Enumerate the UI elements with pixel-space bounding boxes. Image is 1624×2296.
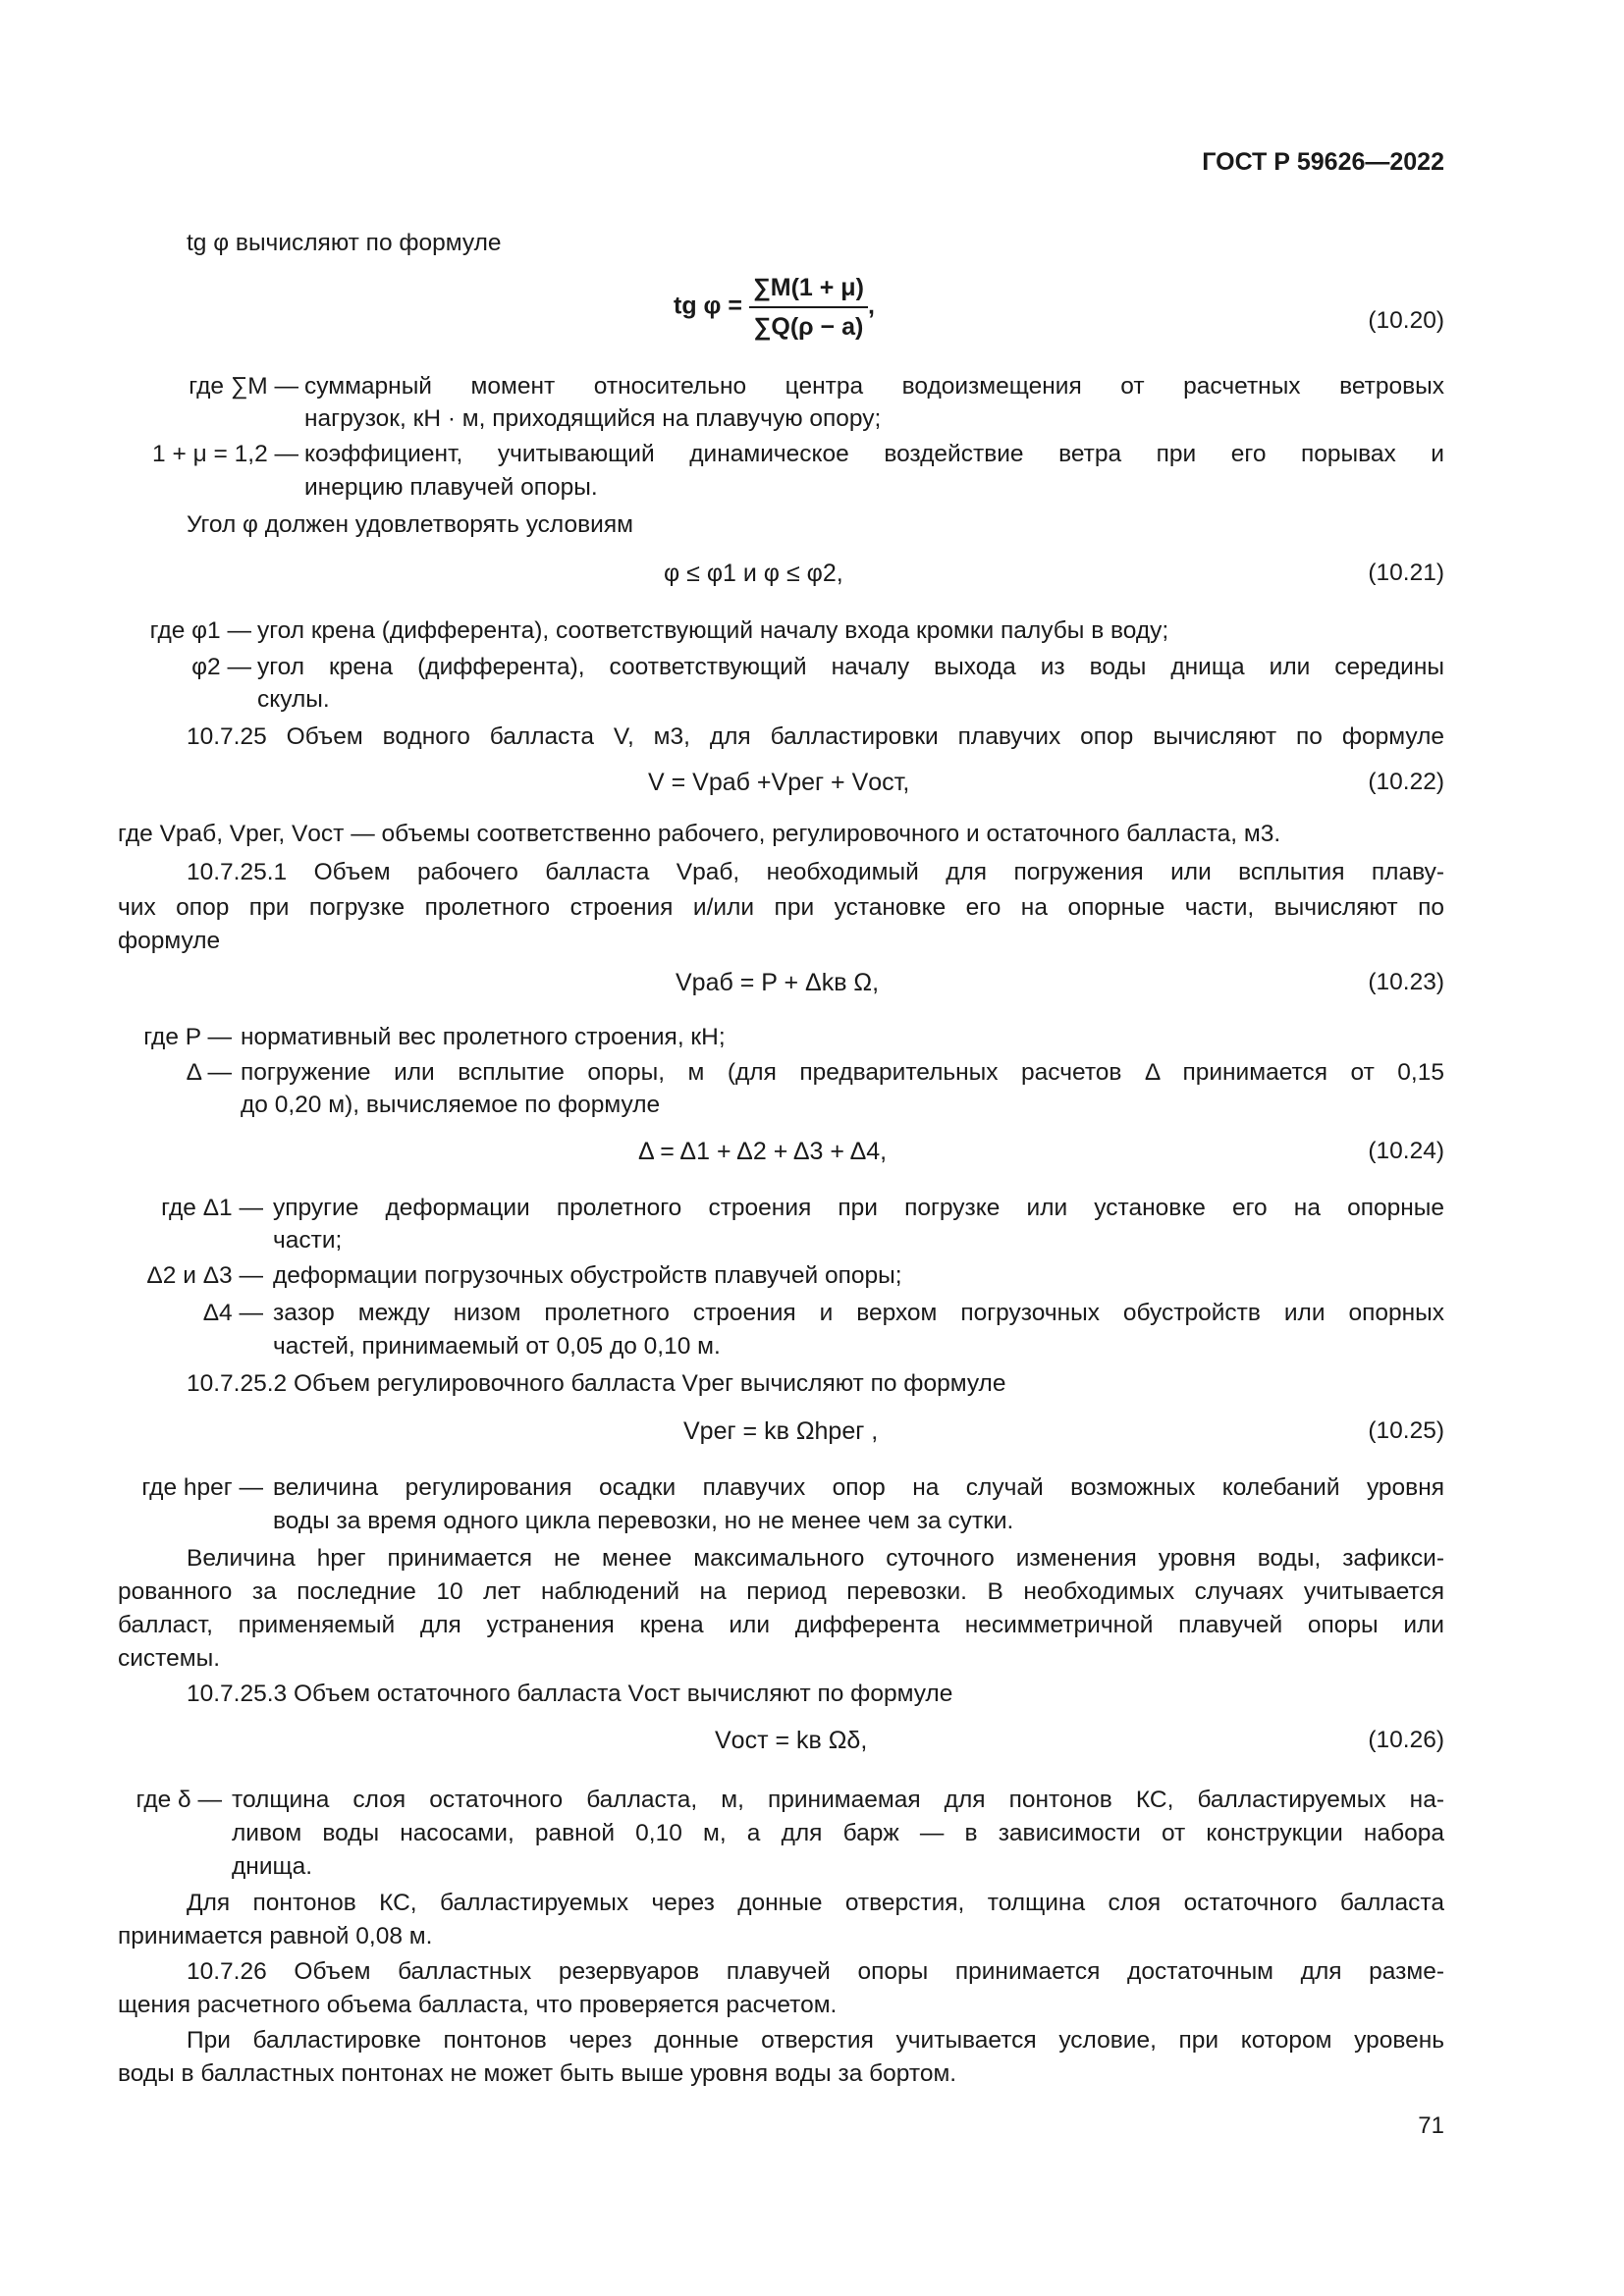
clause-10-7-26-line-2: щения расчетного объема балласта, что проверяется расчетом. — [118, 1992, 838, 2018]
ks-pontoon-paragraph-line-1: Для понтонов КС, балластируемых через донные отверстия, толщина слоя остаточного балласта — [187, 1890, 1444, 1916]
where-h-reg-text-1: величина регулирования осадки плавучих опор на случай возможных колебаний уровня — [273, 1474, 1444, 1501]
clause-10-7-25-2: 10.7.25.2 Объем регулировочного балласта Vрег вычисляют по формуле — [187, 1370, 1006, 1397]
formula-10-20-fraction — [749, 271, 868, 344]
equation-number-10-22: (10.22) — [1368, 769, 1444, 795]
where-delta-small-text-2: ливом воды насосами, равной 0,10 м, а для барж — в зависимости от конструкции набора — [232, 1820, 1444, 1846]
where-delta4-text-1: зазор между низом пролетного строения и верхом погрузочных обустройств или опорных — [273, 1300, 1444, 1326]
page-number: 71 — [1418, 2112, 1444, 2139]
where-delta1-text-2: части; — [273, 1227, 343, 1254]
h-reg-paragraph-line-2: рованного за последние 10 лет наблюдений на период перевозки. В необходимых случаях учитывается — [118, 1578, 1444, 1605]
where-phi2-text-2: скулы. — [257, 686, 330, 713]
where-label-delta: Δ — — [186, 1059, 232, 1086]
where-label-delta4: Δ4 — — [202, 1300, 263, 1326]
intro-tg-phi: tg φ вычисляют по формуле — [187, 230, 502, 256]
where-mu-text-1: коэффициент, учитывающий динамическое воздействие ветра при его порывах и — [304, 441, 1444, 467]
clause-10-7-26-line-1: 10.7.26 Объем балластных резервуаров плавучей опоры принимается достаточным для разме- — [187, 1958, 1444, 1985]
formula-10-20-lhs: tg φ = — [674, 292, 742, 320]
where-sum-m-text-1: суммарный момент относительно центра водоизмещения от расчетных ветровых — [304, 373, 1444, 400]
angle-condition-text: Угол φ должен удовлетворять условиям — [187, 511, 633, 538]
formula-10-25: Vрег = kв Ωhрег , — [683, 1417, 879, 1445]
where-delta-text-2: до 0,20 м), вычисляемое по формуле — [241, 1092, 661, 1118]
equation-number-10-25: (10.25) — [1368, 1417, 1444, 1444]
formula-10-21: φ ≤ φ1 и φ ≤ φ2, — [664, 560, 843, 587]
h-reg-paragraph-line-4: системы. — [118, 1645, 221, 1672]
h-reg-paragraph-line-3: балласт, применяемый для устранения крена или дифферента несимметричной плавучей опоры или — [118, 1612, 1444, 1638]
formula-10-26: Vост = kв Ωδ, — [715, 1727, 868, 1754]
equation-number-10-21: (10.21) — [1368, 560, 1444, 586]
where-label-delta1: где Δ1 — — [161, 1195, 263, 1221]
equation-number-10-26: (10.26) — [1368, 1727, 1444, 1753]
where-label-h-reg: где hрег — — [141, 1474, 263, 1501]
formula-10-20: tg φ = $\frac{\sum M(1 + \mu)}{\sum Q(\rho - a)}$ , — [674, 271, 875, 344]
where-label-delta-small: где δ — — [135, 1787, 222, 1813]
where-label-phi2: φ2 — — [191, 654, 251, 680]
ballasting-paragraph-line-1: При балластировке понтонов через донные отверстия учитывается условие, при котором уровень — [187, 2027, 1444, 2054]
where-phi2-text-1: угол крена (дифферента), соответствующий началу выхода из воды днища или середины — [257, 654, 1444, 680]
formula-10-22: V = Vраб +Vрег + Vост, — [648, 769, 910, 796]
where-mu-text-2: инерцию плавучей опоры. — [304, 474, 598, 501]
clause-10-7-25-3: 10.7.25.3 Объем остаточного балласта Vост вычисляют по формуле — [187, 1681, 953, 1707]
where-v-components: где Vраб, Vрег, Vост — объемы соответственно рабочего, регулировочного и остаточного балласта, м3. — [118, 821, 1281, 847]
equation-number-10-23: (10.23) — [1368, 969, 1444, 995]
where-delta1-text-1: упругие деформации пролетного строения при погрузке или установке его на опорные — [273, 1195, 1444, 1221]
where-delta-text-1: погружение или всплытие опоры, м (для предварительных расчетов Δ принимается от 0,15 — [241, 1059, 1444, 1086]
where-label-delta2-3: Δ2 и Δ3 — — [146, 1262, 263, 1289]
formula-10-23: Vраб = P + Δkв Ω, — [676, 969, 880, 996]
clause-10-7-25-1-line-1: 10.7.25.1 Объем рабочего балласта Vраб, необходимый для погружения или всплытия плаву- — [187, 859, 1444, 885]
where-phi1-text: угол крена (дифферента), соответствующий началу входа кромки палубы в воду; — [257, 617, 1169, 644]
formula-10-20-numerator: ∑M(1 + μ) — [749, 271, 868, 308]
where-delta4-text-2: частей, принимаемый от 0,05 до 0,10 м. — [273, 1333, 721, 1360]
where-delta2-3-text: деформации погрузочных обустройств плавучей опоры; — [273, 1262, 902, 1289]
where-label-sum-m: где ∑M — — [189, 373, 298, 400]
formula-10-24: Δ = Δ1 + Δ2 + Δ3 + Δ4, — [638, 1138, 888, 1165]
h-reg-paragraph-line-1: Величина hрег принимается не менее максимального суточного изменения уровня воды, зафикси- — [187, 1545, 1444, 1572]
where-label-mu: 1 + μ = 1,2 — — [152, 441, 298, 467]
equation-number-10-20: (10.20) — [1368, 307, 1444, 334]
where-delta-small-text-3: днища. — [232, 1853, 313, 1880]
where-sum-m-text-2: нагрузок, кН · м, приходящийся на плавучую опору; — [304, 405, 882, 432]
standard-header: ГОСТ Р 59626—2022 — [1202, 148, 1444, 176]
where-label-phi1: где φ1 — — [149, 617, 251, 644]
where-delta-small-text-1: толщина слоя остаточного балласта, м, принимаемая для понтонов КС, балластируемых на- — [232, 1787, 1444, 1813]
ballasting-paragraph-line-2: воды в балластных понтонах не может быть выше уровня воды за бортом. — [118, 2060, 957, 2087]
where-h-reg-text-2: воды за время одного цикла перевозки, но не менее чем за сутки. — [273, 1508, 1014, 1534]
clause-10-7-25: 10.7.25 Объем водного балласта V, м3, для балластировки плавучих опор вычисляют по формуле — [187, 723, 1444, 750]
where-p-text: нормативный вес пролетного строения, кН; — [241, 1024, 726, 1050]
ks-pontoon-paragraph-line-2: принимается равной 0,08 м. — [118, 1923, 433, 1949]
clause-10-7-25-1-line-2: чих опор при погрузке пролетного строения и/или при установке его на опорные части, вычисляют по — [118, 894, 1444, 921]
where-label-p: где P — — [143, 1024, 232, 1050]
formula-10-20-denominator: ∑Q(ρ − a) — [753, 313, 864, 341]
clause-10-7-25-1-line-3: формуле — [118, 928, 221, 954]
equation-number-10-24: (10.24) — [1368, 1138, 1444, 1164]
